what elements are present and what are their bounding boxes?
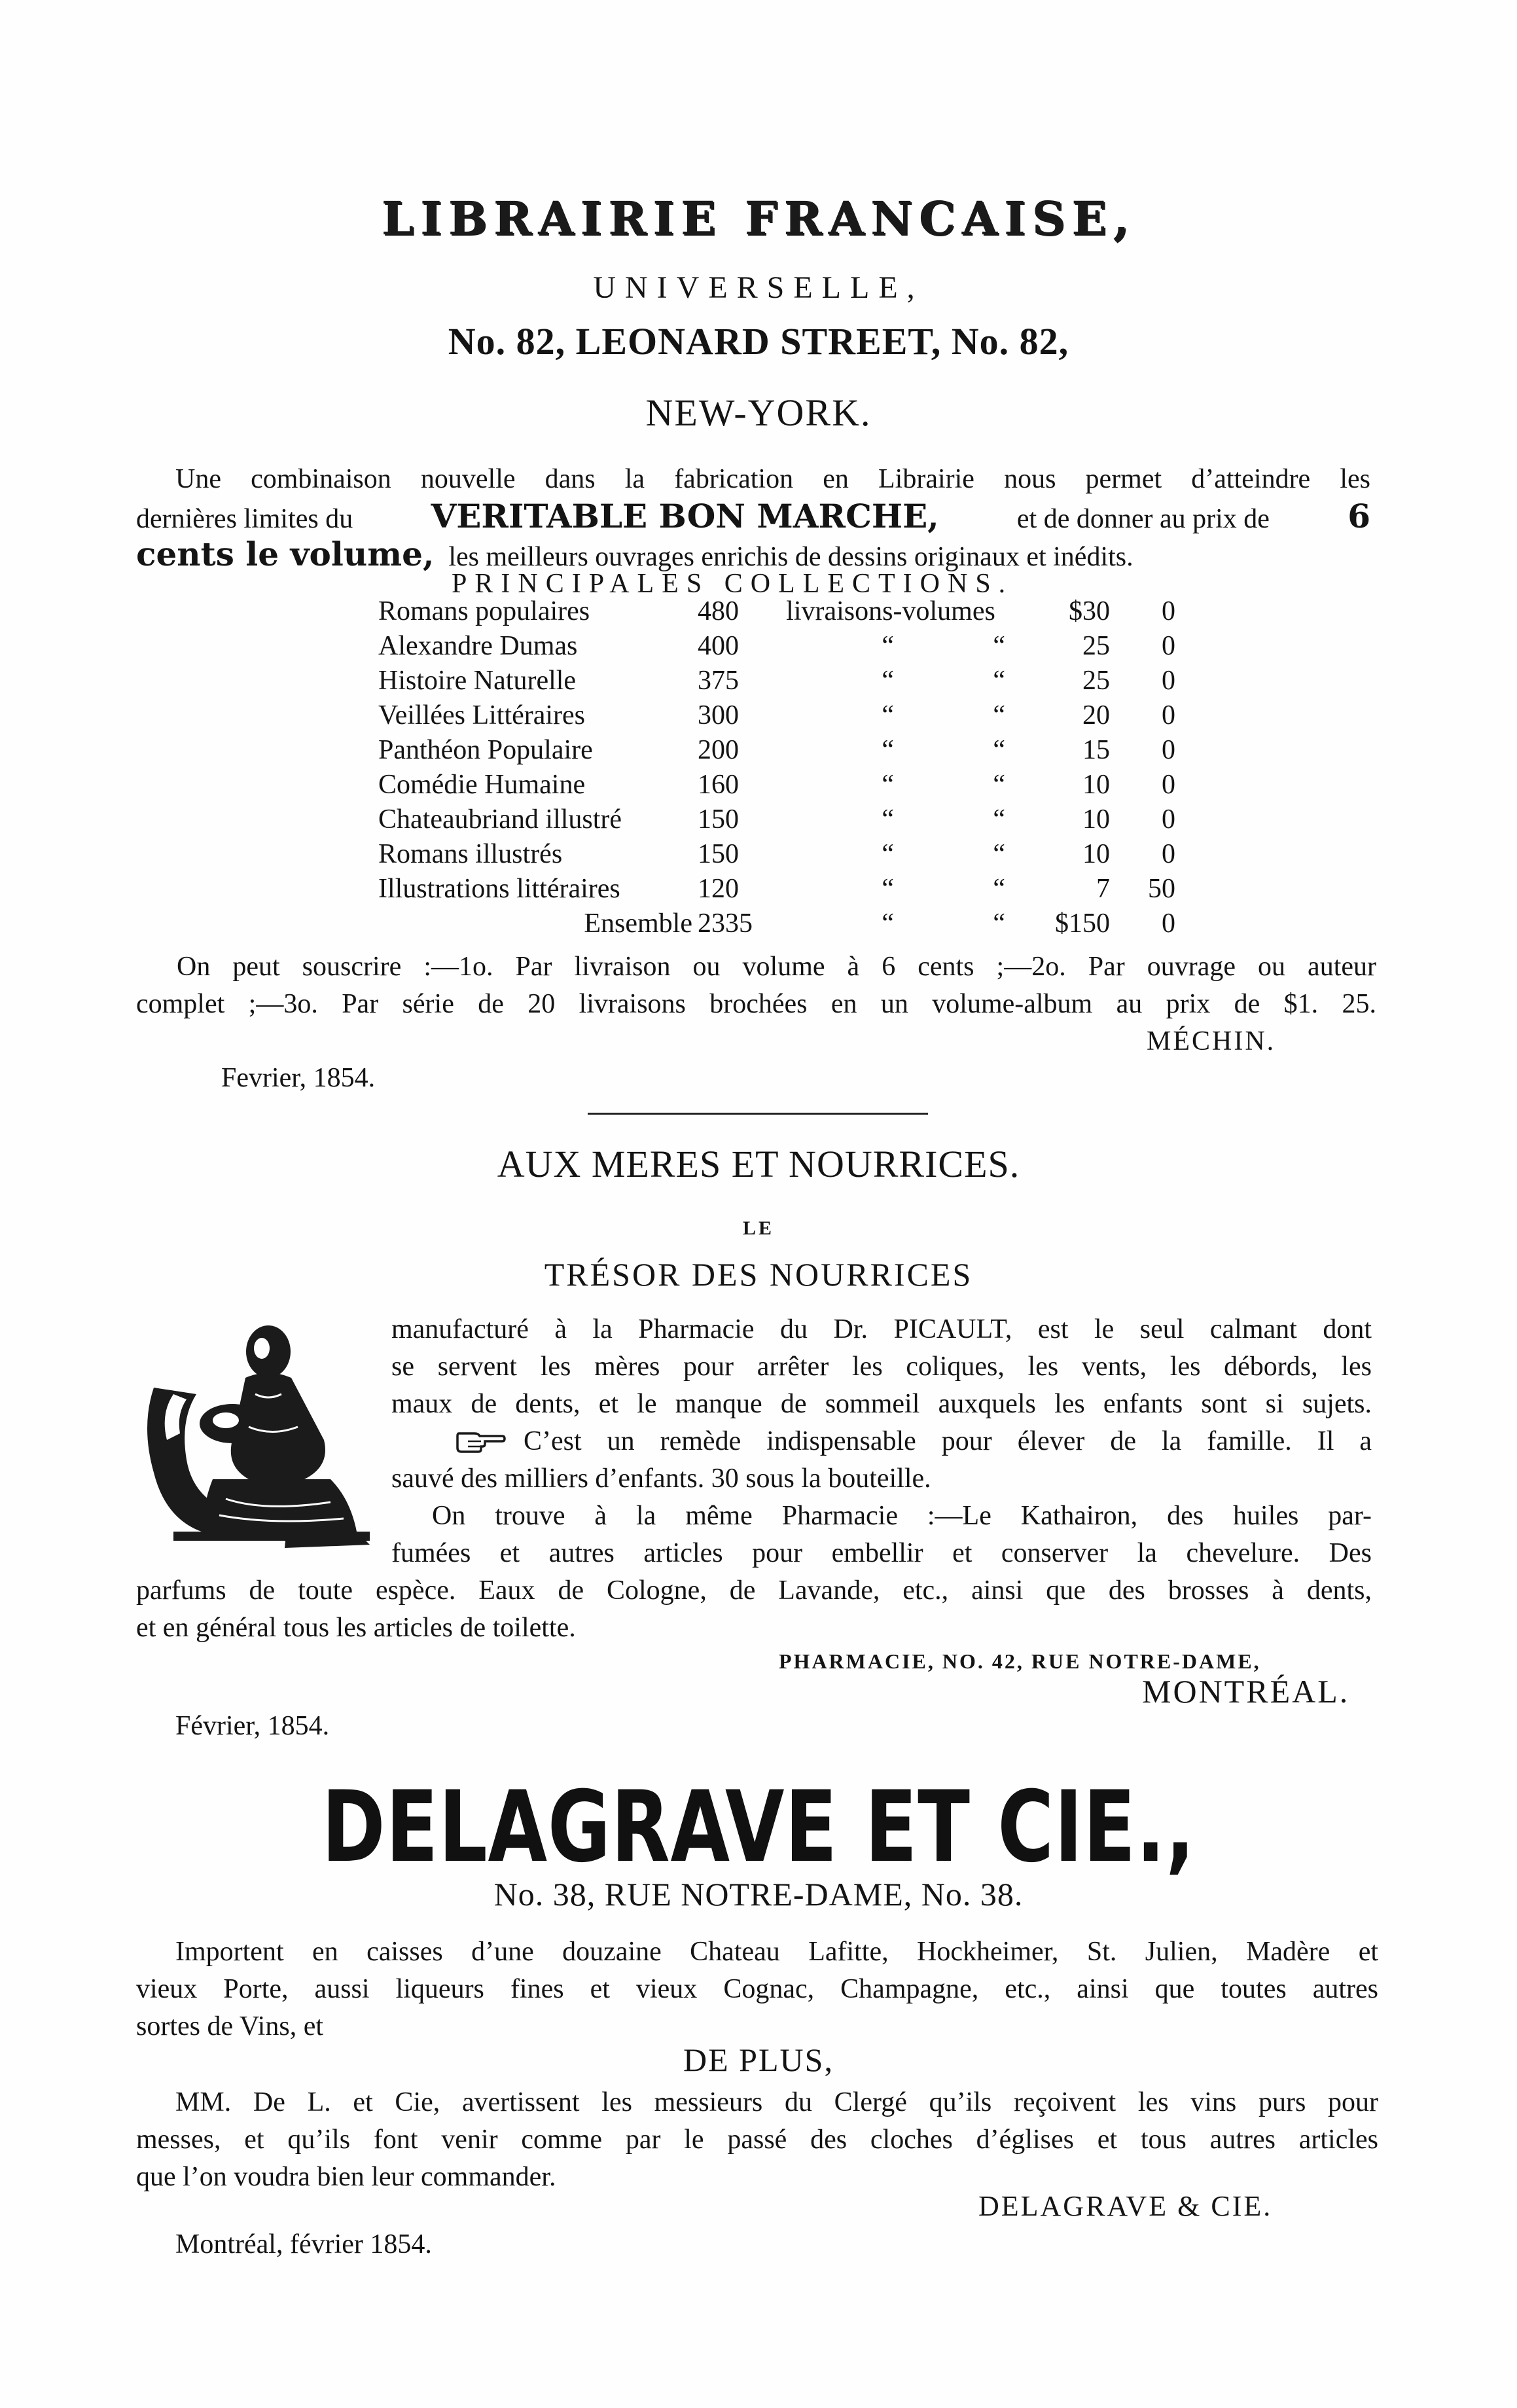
collection-name-cell: Romans illustrés bbox=[378, 839, 563, 869]
subscribe-line-1: On peut souscrire :—1o. Par livraison ou volume à 6 cents ;—2o. Par ouvrage ou auteur bbox=[177, 952, 1376, 982]
delagrave-address: No. 38, RUE NOTRE-DAME, No. 38. bbox=[493, 1876, 1024, 1913]
collection-price-cell: 7 bbox=[1096, 874, 1110, 904]
nourrices-line-5: sauvé des milliers d’enfants. 30 sous la bouteille. bbox=[391, 1464, 931, 1494]
nourrices-line-7: fumées et autres articles pour embellir et conserver la chevelure. Des bbox=[391, 1538, 1372, 1568]
collection-name-cell: Veillées Littéraires bbox=[378, 700, 586, 730]
pharmacie-address: PHARMACIE, NO. 42, RUE NOTRE-DAME, bbox=[779, 1649, 1261, 1673]
collection-q2-cell: “ bbox=[993, 908, 1005, 939]
pointing-hand-icon bbox=[455, 1427, 506, 1456]
nourrices-line-9: et en général tous les articles de toilette. bbox=[136, 1613, 576, 1643]
collection-price-cell: 25 bbox=[1082, 631, 1110, 661]
collections-table-body bbox=[378, 594, 1175, 941]
collection-q1-cell: “ bbox=[882, 631, 894, 661]
collection-cents-cell: 0 bbox=[1162, 596, 1175, 626]
collection-price-cell: $150 bbox=[1055, 908, 1110, 939]
collections-row bbox=[378, 733, 1175, 768]
delagrave-heading: DELAGRAVE ET CIE., bbox=[321, 1770, 1196, 1884]
tresor-des-nourrices: TRÉSOR DES NOURRICES bbox=[544, 1256, 973, 1293]
librairie-signature: MÉCHIN. bbox=[1147, 1026, 1276, 1056]
collections-row bbox=[378, 594, 1175, 629]
intro-line-2-pre: dernières limites du bbox=[136, 504, 353, 534]
collection-q1-cell: “ bbox=[882, 839, 894, 869]
collection-count-cell: 400 bbox=[698, 631, 739, 661]
collections-row bbox=[378, 802, 1175, 837]
nourrices-le: LE bbox=[742, 1217, 775, 1239]
collection-price-cell: 10 bbox=[1082, 770, 1110, 800]
intro-price-number: 6 bbox=[1347, 497, 1370, 535]
delagrave-line-1: Importent en caisses d’une douzaine Chateau Lafitte, Hockheimer, St. Julien, Madère et bbox=[175, 1937, 1378, 1967]
librairie-title: LIBRAIRIE FRANCAISE, bbox=[381, 191, 1136, 245]
collection-q1-cell: “ bbox=[882, 700, 894, 730]
collection-cents-cell: 50 bbox=[1148, 874, 1175, 904]
collections-row bbox=[378, 664, 1175, 698]
collection-q1-cell: “ bbox=[882, 735, 894, 765]
librairie-subtitle: UNIVERSELLE, bbox=[593, 270, 924, 305]
nourrices-line-3: maux de dents, et le manque de sommeil auxquels les enfants sont si sujets. bbox=[391, 1389, 1372, 1419]
collection-price-cell: 10 bbox=[1082, 804, 1110, 835]
nourrices-line-4: C’est un remède indispensable pour élever de la famille. Il a bbox=[524, 1426, 1372, 1456]
nourrices-line-1: manufacturé à la Pharmacie du Dr. PICAULT, est le seul calmant dont bbox=[391, 1314, 1372, 1344]
collections-row bbox=[378, 698, 1175, 733]
nourrices-heading: AUX MERES ET NOURRICES. bbox=[497, 1143, 1020, 1185]
collection-count-cell: 480 bbox=[698, 596, 739, 626]
collection-price-cell: 20 bbox=[1082, 700, 1110, 730]
subscribe-line-2: complet ;—3o. Par série de 20 livraisons brochées en un volume-album au prix de $1. 25. bbox=[136, 989, 1376, 1019]
collection-q1-cell: “ bbox=[882, 804, 894, 835]
divider-rule bbox=[588, 1113, 928, 1115]
delagrave-line-3: sortes de Vins, et bbox=[136, 2011, 324, 2041]
cents-le-volume: cents le volume, bbox=[136, 535, 435, 573]
collection-count-cell: 120 bbox=[698, 874, 739, 904]
pharmacie-city: MONTRÉAL. bbox=[1142, 1673, 1350, 1710]
collection-count-cell: 200 bbox=[698, 735, 739, 765]
collection-price-cell: 15 bbox=[1082, 735, 1110, 765]
collection-price-cell: 10 bbox=[1082, 839, 1110, 869]
delagrave-date: Montréal, février 1854. bbox=[175, 2229, 432, 2259]
collection-count-cell: 300 bbox=[698, 700, 739, 730]
collection-q2-cell: “ bbox=[993, 631, 1005, 661]
collections-row bbox=[378, 837, 1175, 872]
collection-q2-cell: “ bbox=[993, 700, 1005, 730]
collection-cents-cell: 0 bbox=[1162, 770, 1175, 800]
collection-q1-cell: “ bbox=[882, 874, 894, 904]
collection-q2-cell: “ bbox=[993, 666, 1005, 696]
collection-cents-cell: 0 bbox=[1162, 839, 1175, 869]
collection-name-cell: Comédie Humaine bbox=[378, 770, 586, 800]
collections-row bbox=[378, 768, 1175, 802]
collection-cents-cell: 0 bbox=[1162, 804, 1175, 835]
collections-row bbox=[378, 629, 1175, 664]
librairie-date: Fevrier, 1854. bbox=[221, 1063, 376, 1093]
nourrices-line-2: se servent les mères pour arrêter les coliques, les vents, les débords, les bbox=[391, 1352, 1372, 1382]
collection-count-cell: 160 bbox=[698, 770, 739, 800]
collection-price-cell: 25 bbox=[1082, 666, 1110, 696]
intro-line-3-post: les meilleurs ouvrages enrichis de dessins originaux et inédits. bbox=[448, 542, 1133, 572]
collection-q1-cell: “ bbox=[882, 770, 894, 800]
collection-count-cell: 150 bbox=[698, 839, 739, 869]
intro-line-2-post: et de donner au prix de bbox=[1016, 504, 1270, 534]
collection-q2-cell: “ bbox=[993, 874, 1005, 904]
librairie-city: NEW-YORK. bbox=[645, 391, 872, 434]
veritable-bon-marche: VERITABLE BON MARCHE, bbox=[431, 497, 939, 535]
librairie-address: No. 82, LEONARD STREET, No. 82, bbox=[448, 320, 1069, 363]
collection-q1-cell: “ bbox=[882, 666, 894, 696]
collection-cents-cell: 0 bbox=[1162, 666, 1175, 696]
collection-name-cell: Ensemble bbox=[584, 908, 692, 939]
collection-q1-cell: livraisons-volumes bbox=[786, 596, 995, 626]
collection-name-cell: Alexandre Dumas bbox=[378, 631, 578, 661]
collection-count-cell: 375 bbox=[698, 666, 739, 696]
delagrave-line-6: que l’on voudra bien leur commander. bbox=[136, 2162, 556, 2192]
collection-count-cell: 2335 bbox=[698, 908, 753, 939]
collection-q2-cell: “ bbox=[993, 839, 1005, 869]
collection-name-cell: Romans populaires bbox=[378, 596, 590, 626]
collection-name-cell: Panthéon Populaire bbox=[378, 735, 593, 765]
collection-name-cell: Histoire Naturelle bbox=[378, 666, 577, 696]
intro-line-1: Une combinaison nouvelle dans la fabrication en Librairie nous permet d’atteindre les bbox=[175, 464, 1370, 494]
collections-heading: PRINCIPALES COLLECTIONS. bbox=[452, 569, 1014, 599]
collection-count-cell: 150 bbox=[698, 804, 739, 835]
collection-q2-cell: “ bbox=[993, 770, 1005, 800]
collection-q2-cell: “ bbox=[993, 804, 1005, 835]
collections-table bbox=[378, 594, 1175, 941]
nourrices-line-6: On trouve à la même Pharmacie :—Le Kathairon, des huiles par- bbox=[432, 1501, 1372, 1531]
collection-price-cell: $30 bbox=[1069, 596, 1110, 626]
collection-cents-cell: 0 bbox=[1162, 908, 1175, 939]
mother-and-child-illustration bbox=[134, 1316, 383, 1558]
collection-name-cell: Illustrations littéraires bbox=[378, 874, 620, 904]
collection-q2-cell: “ bbox=[993, 735, 1005, 765]
collection-cents-cell: 0 bbox=[1162, 631, 1175, 661]
delagrave-line-5: messes, et qu’ils font venir comme par le passé des cloches d’églises et tous autres articles bbox=[136, 2125, 1378, 2155]
delagrave-line-2: vieux Porte, aussi liqueurs fines et vieux Cognac, Champagne, etc., ainsi que toutes autres bbox=[136, 1974, 1378, 2004]
collection-name-cell: Chateaubriand illustré bbox=[378, 804, 622, 835]
collections-total-row bbox=[378, 907, 1175, 941]
intro-line-2 bbox=[136, 499, 1370, 537]
de-plus: DE PLUS, bbox=[683, 2041, 834, 2078]
collection-cents-cell: 0 bbox=[1162, 735, 1175, 765]
nourrices-line-8: parfums de toute espèce. Eaux de Cologne, de Lavande, etc., ainsi que des brosses à dents, bbox=[136, 1575, 1372, 1606]
collection-cents-cell: 0 bbox=[1162, 700, 1175, 730]
collection-q1-cell: “ bbox=[882, 908, 894, 939]
nourrices-date: Février, 1854. bbox=[175, 1711, 330, 1741]
collections-row bbox=[378, 872, 1175, 907]
delagrave-signature: DELAGRAVE & CIE. bbox=[978, 2190, 1273, 2222]
delagrave-line-4: MM. De L. et Cie, avertissent les messieurs du Clergé qu’ils reçoivent les vins purs pour bbox=[175, 2087, 1378, 2117]
